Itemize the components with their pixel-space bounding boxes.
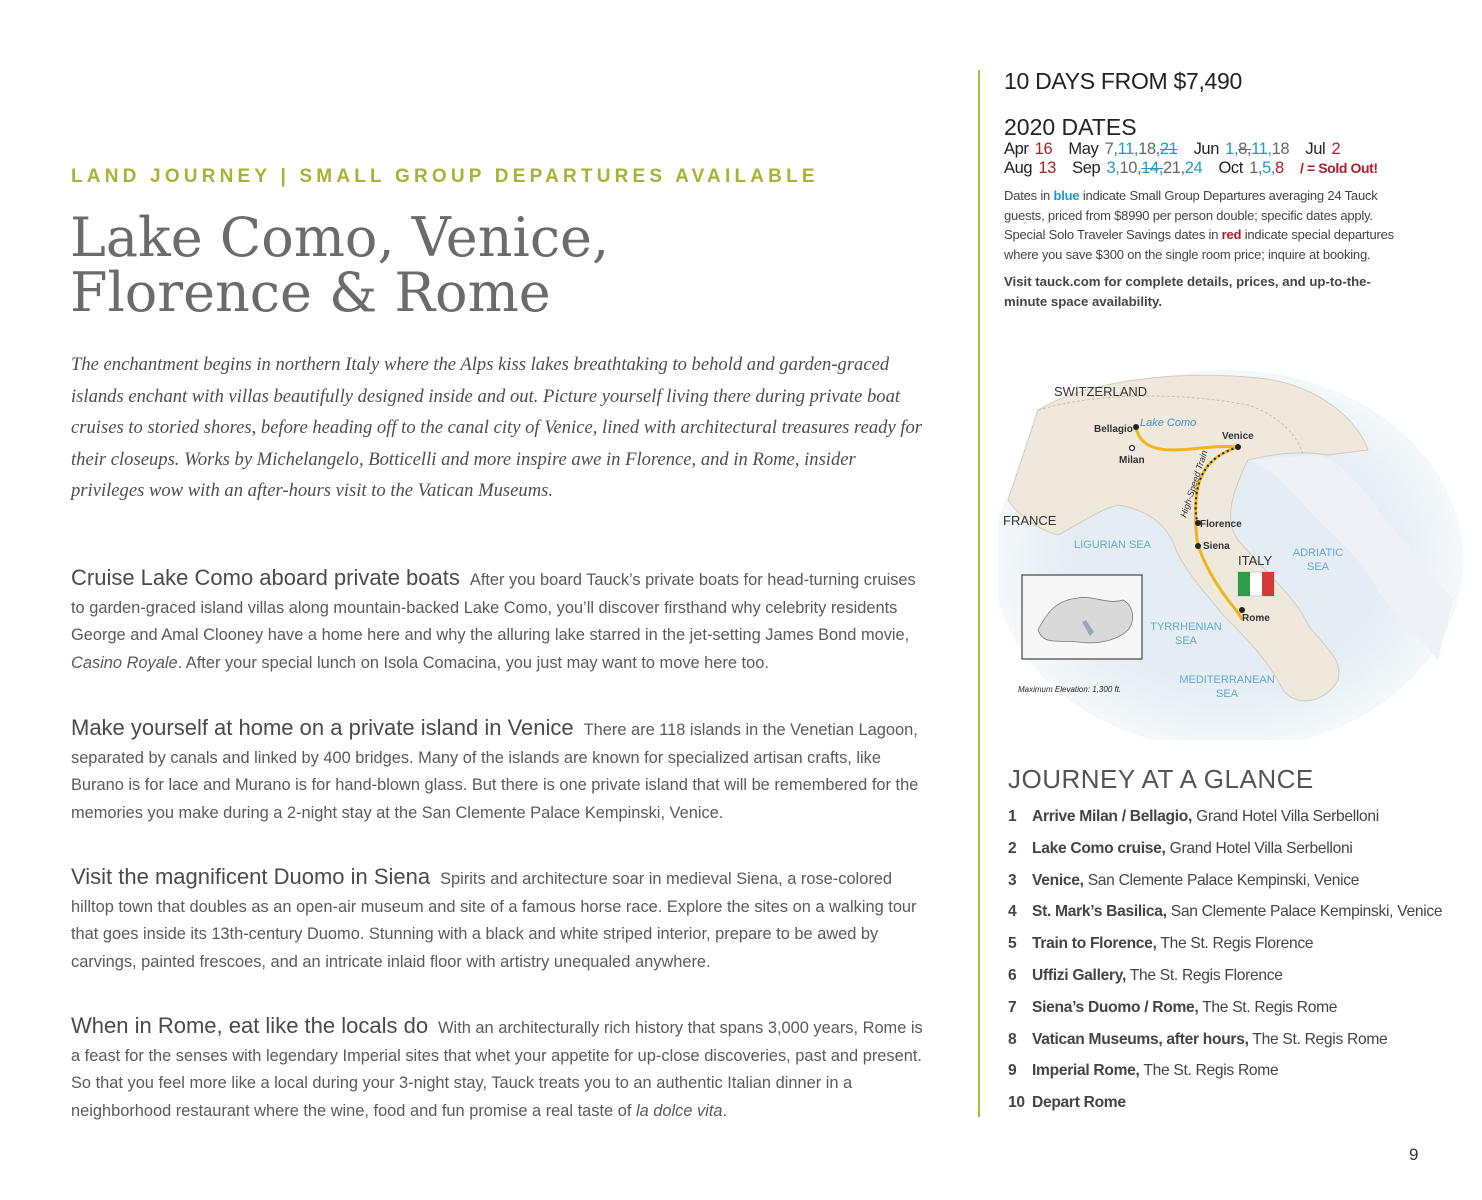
section-lake-como xyxy=(71,564,923,677)
page-title xyxy=(70,206,770,324)
date: 5, xyxy=(1262,159,1276,177)
day-place: Depart Rome xyxy=(1032,1094,1126,1112)
price-heading: 10 DAYS FROM $7,490 xyxy=(1004,68,1243,94)
venice-dot xyxy=(1235,444,1241,450)
day-place: Lake Como cruise, xyxy=(1032,839,1166,857)
bellagio-dot xyxy=(1133,424,1139,430)
itinerary-day xyxy=(1008,840,1448,872)
month: Jun xyxy=(1193,140,1219,158)
note-text: indicate Small Group Departures averaging 24 Tauck guests, priced from $8990 per person double; specific dates apply. Special Solo Traveler Savings dates in xyxy=(1004,188,1378,242)
label-mediterranean-sea-2: SEA xyxy=(1215,688,1239,700)
label-bellagio: Bellagio xyxy=(1094,424,1133,435)
day-hotel: San Clemente Palace Kempinski, Venice xyxy=(1087,871,1360,889)
date: 16 xyxy=(1034,140,1053,158)
date: 21, xyxy=(1162,159,1185,177)
dates-row-1 xyxy=(1004,140,1352,159)
section-body: There are 118 islands in the Venetian Lagoon, separated by canals and linked by 400 bridges. Many of the islands are known for specialized artisan crafts, like Burano is for lace and Murano is for hand-blown glass. But there is one private island that will be remembered for the memories you make during a 2-night stay at the San Clemente Palace Kempinski, Venice. xyxy=(71,721,919,822)
day-place: St. Mark’s Basilica, xyxy=(1032,903,1167,921)
month: Oct xyxy=(1218,159,1243,177)
day-place: Vatican Museums, after hours, xyxy=(1032,1030,1249,1048)
label-adriatic-sea: ADRIATIC xyxy=(1292,547,1344,559)
date: 24 xyxy=(1184,159,1203,177)
note-red-word: red xyxy=(1221,227,1242,242)
label-tyrrhenian-sea: TYRRHENIAN xyxy=(1150,621,1222,633)
dates-row-2 xyxy=(1004,159,1378,178)
day-number: 2 xyxy=(1008,839,1017,857)
section-body: With an architecturally rich history that spans 3,000 years, Rome is a feast for the senses with legendary Imperial sites that whet your appetite for up-close discoveries, past and present. So that you feel more like a local during your 3-night stay, Tauck treats you to an authentic Italian dinner in a neighborhood restaurant where the wine, food and fun promise a real taste of xyxy=(71,1019,923,1120)
day-number: 1 xyxy=(1008,808,1017,825)
day-hotel: Grand Hotel Villa Serbelloni xyxy=(1196,808,1379,825)
label-france: FRANCE xyxy=(1003,513,1057,528)
date: 11, xyxy=(1117,140,1139,158)
label-mediterranean-sea: MEDITERRANEAN xyxy=(1179,674,1275,686)
date-sold-out: 21 xyxy=(1159,140,1178,158)
glance-heading: JOURNEY AT A GLANCE xyxy=(1008,764,1314,794)
section-heading: Visit the magnificent Duomo in Siena xyxy=(71,864,431,889)
month: May xyxy=(1068,140,1099,158)
day-number: 4 xyxy=(1008,903,1017,921)
date-sold-out: 14, xyxy=(1141,159,1163,177)
day-place: Uffizi Gallery, xyxy=(1032,966,1126,984)
flag-red xyxy=(1262,572,1274,596)
date: 10, xyxy=(1119,159,1142,177)
intro-paragraph: The enchantment begins in northern Italy where the Alps kiss lakes breathtaking to behold and garden-graced islands enchant with villas beautifully designed inside and out. Picture yourself living there during private boat cruises to storied shores, before heading off to the canal city of Venice, lined with architectural treasures ready for their closeups. Works by Michelangelo, Botticelli and more inspire awe in Florence, and in Rome, insider privileges wow with an after-hours visit to the Vatican Museums. xyxy=(71,354,923,501)
date: 2 xyxy=(1331,140,1341,158)
note-text: Dates in xyxy=(1004,188,1054,203)
day-number: 7 xyxy=(1008,998,1017,1016)
day-number: 3 xyxy=(1008,871,1017,889)
section-heading: When in Rome, eat like the locals do xyxy=(71,1013,429,1038)
label-rome: Rome xyxy=(1242,613,1270,624)
day-number: 6 xyxy=(1008,966,1017,984)
date: 8 xyxy=(1275,159,1284,177)
section-body: Spirits and architecture soar in medieval Siena, a rose-colored hilltop town that doubles as an open-air museum and site of a famous horse race. Explore the sites on a walking tour that goes inside its 13th-century Duomo. Stunning with a black and white striped interior, prepare to be awed by carvings, painted frescoes, and an intricate inlaid floor with artistry unequaled anywhere. xyxy=(71,870,917,971)
eyebrow: LAND JOURNEY | SMALL GROUP DEPARTURES AVAILABLE xyxy=(71,166,819,187)
section-body-italic: Casino Royale xyxy=(71,653,178,672)
note-blue-word: blue xyxy=(1053,188,1080,203)
day-number: 8 xyxy=(1008,1030,1017,1048)
date: 7, xyxy=(1104,140,1118,158)
section-venice xyxy=(71,714,923,827)
date: 11, xyxy=(1251,140,1272,158)
month: Sep xyxy=(1072,159,1101,177)
route-map xyxy=(998,360,1468,740)
day-number: 10 xyxy=(1008,1094,1025,1112)
section-heading: Make yourself at home on a private island in Venice xyxy=(71,715,574,740)
section-heading: Cruise Lake Como aboard private boats xyxy=(71,565,460,590)
month: Aug xyxy=(1004,159,1033,177)
column-divider xyxy=(978,70,980,1117)
date: 1, xyxy=(1225,140,1239,158)
day-hotel: The St. Regis Rome xyxy=(1202,998,1338,1016)
day-place: Imperial Rome, xyxy=(1032,1062,1140,1080)
itinerary-day xyxy=(1008,999,1448,1031)
section-rome xyxy=(71,1012,923,1125)
section-body-end: . xyxy=(722,1101,728,1120)
siena-dot xyxy=(1195,543,1201,549)
day-place: Venice, xyxy=(1032,871,1084,889)
label-train: High-Speed Train xyxy=(1178,449,1210,519)
day-number: 5 xyxy=(1008,935,1017,953)
sold-out-legend: / = Sold Out! xyxy=(1300,160,1378,176)
day-place: Arrive Milan / Bellagio, xyxy=(1032,808,1193,825)
day-place: Train to Florence, xyxy=(1032,935,1157,953)
label-switzerland: SWITZERLAND xyxy=(1054,384,1148,399)
date-sold-out: 8, xyxy=(1238,140,1252,158)
dates-note xyxy=(1004,186,1414,264)
label-ligurian-sea: LIGURIAN SEA xyxy=(1074,539,1152,551)
day-hotel: The St. Regis Florence xyxy=(1160,935,1314,953)
day-hotel: The St. Regis Rome xyxy=(1252,1030,1388,1048)
page-number: 9 xyxy=(1409,1145,1419,1164)
itinerary-day xyxy=(1008,1031,1448,1063)
day-number: 9 xyxy=(1008,1062,1017,1080)
title-line-2: Florence & Rome xyxy=(70,261,551,324)
section-siena xyxy=(71,863,923,976)
date: 1, xyxy=(1249,159,1263,177)
dates-heading: 2020 DATES xyxy=(1004,114,1137,140)
itinerary-list xyxy=(1008,808,1448,1126)
label-tyrrhenian-sea-2: SEA xyxy=(1174,635,1198,647)
label-siena: Siena xyxy=(1203,541,1230,552)
note-text: indicate special departures where you save $300 on the single room price; inquire at booking. xyxy=(1004,227,1394,262)
label-milan: Milan xyxy=(1119,455,1145,466)
label-adriatic-sea-2: SEA xyxy=(1306,561,1330,573)
itinerary-day xyxy=(1008,935,1448,967)
label-venice: Venice xyxy=(1222,431,1254,442)
label-italy: ITALY xyxy=(1238,553,1273,568)
title-line-1: Lake Como, Venice, xyxy=(70,206,610,269)
day-hotel: The St. Regis Florence xyxy=(1129,966,1283,984)
date: 3, xyxy=(1106,159,1120,177)
label-lake-como: Lake Como xyxy=(1140,417,1197,429)
day-place: Siena’s Duomo / Rome, xyxy=(1032,998,1199,1016)
day-hotel: San Clemente Palace Kempinski, Venice xyxy=(1170,903,1443,921)
label-florence: Florence xyxy=(1200,519,1242,530)
flag-green xyxy=(1238,572,1250,596)
section-body: After you board Tauck’s private boats for head-turning cruises to garden-graced island villas along mountain-backed Lake Como, you’ll discover firsthand why celebrity residents George and Amal Clooney have a home here and why the alluring lake starred in the jet-setting James Bond movie, xyxy=(71,571,916,644)
month: Apr xyxy=(1004,140,1029,158)
date: 18 xyxy=(1271,140,1290,158)
itinerary-day xyxy=(1008,1094,1448,1126)
itinerary-day xyxy=(1008,903,1448,935)
date: 18, xyxy=(1138,140,1160,158)
section-body-end: . After your special lunch on Isola Comacina, you just may want to move here too. xyxy=(177,653,769,672)
section-body-italic: la dolce vita xyxy=(635,1101,723,1120)
itinerary-day xyxy=(1008,872,1448,904)
itinerary-day xyxy=(1008,808,1448,840)
day-hotel: Grand Hotel Villa Serbelloni xyxy=(1169,839,1353,857)
visit-website-note: Visit tauck.com for complete details, prices, and up-to-the-minute space availability. xyxy=(1004,274,1371,309)
date: 13 xyxy=(1038,159,1056,177)
itinerary-day xyxy=(1008,1062,1448,1094)
itinerary-day xyxy=(1008,967,1448,999)
elevation-note: Maximum Elevation: 1,300 ft. xyxy=(1018,685,1122,694)
milan-dot xyxy=(1130,446,1135,451)
month: Jul xyxy=(1305,140,1326,158)
day-hotel: The St. Regis Rome xyxy=(1143,1062,1279,1080)
